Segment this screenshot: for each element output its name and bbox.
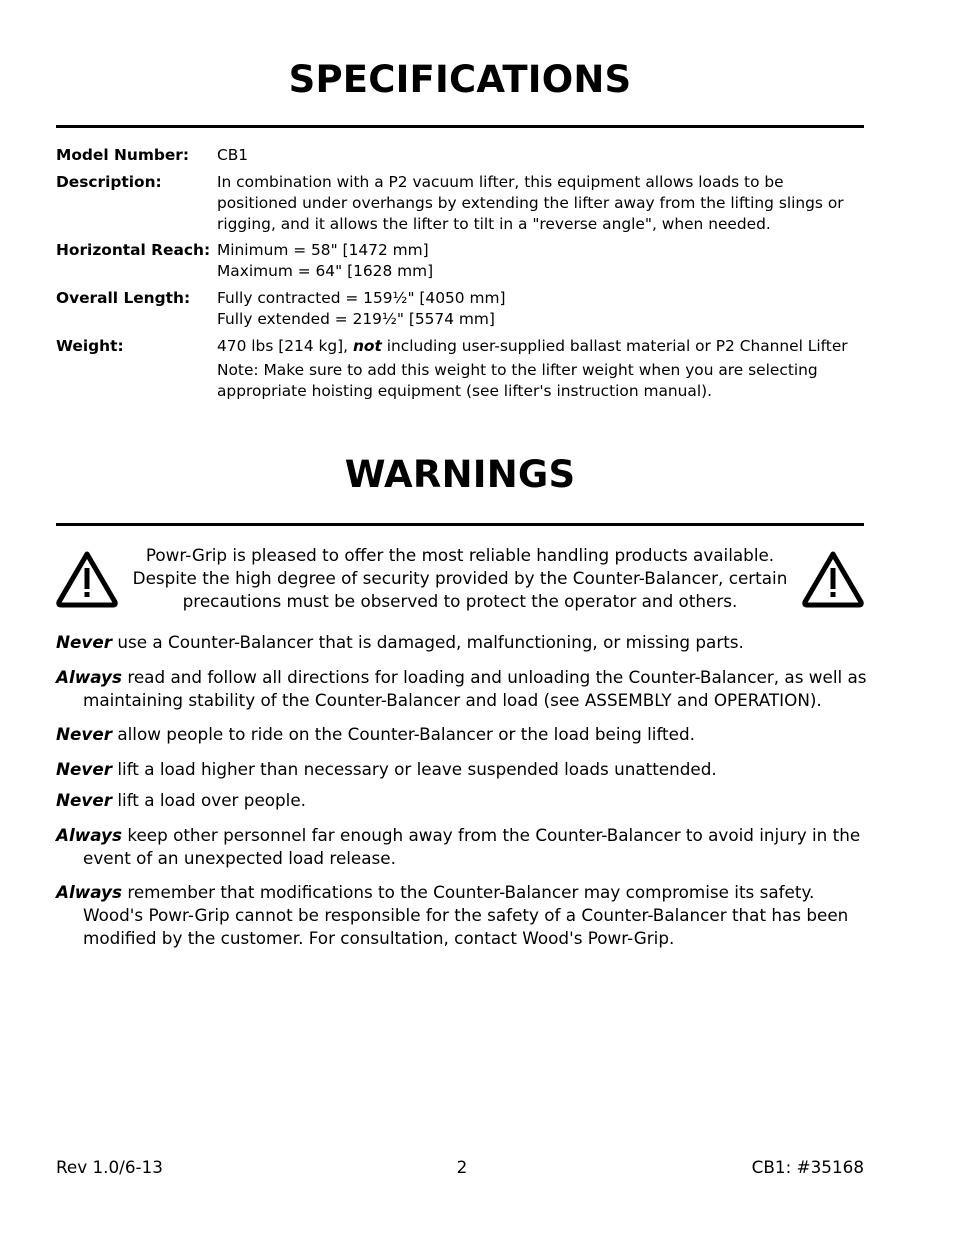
specifications-heading: SPECIFICATIONS (288, 58, 632, 101)
warning-item (56, 631, 868, 654)
warning-item (56, 789, 868, 812)
warning-keyword: Never (56, 790, 113, 810)
warning-item (56, 881, 868, 950)
warnings-intro: Powr-Grip is pleased to offer the most reliable handling products available. Despite the high degree of security provided by the Counter-Balancer, certain precautions must be observed to protect the operator and others. (132, 545, 788, 611)
warning-keyword: Always (56, 882, 122, 902)
spec-label: Description: (56, 173, 162, 191)
warning-keyword: Never (56, 759, 113, 779)
warning-triangle-icon (55, 550, 119, 608)
warning-item (56, 666, 868, 712)
warning-triangle-icon (801, 550, 865, 608)
weight-text: 470 lbs [214 kg], (217, 337, 353, 355)
spec-value: Fully extended = 219½" [5574 mm] (217, 310, 495, 328)
warning-keyword: Never (56, 724, 113, 744)
specifications-rule (56, 125, 864, 128)
spec-value: Minimum = 58" [1472 mm] (217, 241, 429, 259)
spec-label: Weight: (56, 337, 124, 355)
warning-text: allow people to ride on the Counter-Balancer or the load being lifted. (112, 724, 695, 744)
weight-text: including user-supplied ballast material or P2 Channel Lifter (381, 337, 848, 355)
warning-text: remember that modifications to the Counter-Balancer may compromise its safety. Wood's Powr-Grip cannot be responsible for the safety of a Counter-Balancer that has been modified by the customer. For consultation, contact Wood's Powr-Grip. (83, 882, 849, 948)
spec-value: CB1 (217, 146, 249, 164)
warning-item (56, 758, 868, 781)
spec-row-overall-length (56, 288, 866, 330)
warnings-heading: WARNINGS (344, 453, 576, 496)
spec-row-model-number (56, 145, 866, 166)
warning-text: lift a load higher than necessary or leave suspended loads unattended. (112, 759, 717, 779)
warning-keyword: Never (56, 632, 113, 652)
warning-item (56, 723, 868, 746)
spec-value-weight (217, 336, 866, 357)
spec-label: Overall Length: (56, 289, 191, 307)
spec-value: In combination with a P2 vacuum lifter, this equipment allows loads to be positioned under overhangs by extending the lifter away from the lifting slings or rigging, and it allows the lifter to tilt in a "reverse angle", when needed. (217, 173, 844, 233)
spec-row-horizontal-reach (56, 240, 866, 282)
footer-page-number: 2 (456, 1157, 468, 1177)
spec-label: Horizontal Reach: (56, 241, 211, 259)
warning-keyword: Always (56, 825, 122, 845)
warning-text: read and follow all directions for loading and unloading the Counter-Balancer, as well as maintaining stability of the Counter-Balancer and load (see ASSEMBLY and OPERATION). (83, 667, 867, 710)
spec-value: Fully contracted = 159½" [4050 mm] (217, 289, 506, 307)
warnings-rule (56, 523, 864, 526)
warning-item (56, 824, 868, 870)
warning-text: keep other personnel far enough away from the Counter-Balancer to avoid injury in the event of an unexpected load release. (83, 825, 861, 868)
weight-emphasis: not (352, 337, 382, 355)
warning-text: lift a load over people. (112, 790, 307, 810)
spec-row-weight (56, 336, 866, 402)
warning-text: use a Counter-Balancer that is damaged, malfunctioning, or missing parts. (112, 632, 744, 652)
footer-doc-id: CB1: #35168 (751, 1157, 864, 1177)
footer-revision: Rev 1.0/6-13 (56, 1157, 163, 1177)
warning-keyword: Always (56, 667, 122, 687)
spec-value: Maximum = 64" [1628 mm] (217, 262, 434, 280)
spec-row-description (56, 172, 866, 235)
spec-label: Model Number: (56, 146, 190, 164)
weight-note: Note: Make sure to add this weight to the lifter weight when you are selecting appropriate hoisting equipment (see lifter's instruction manual). (217, 361, 818, 400)
